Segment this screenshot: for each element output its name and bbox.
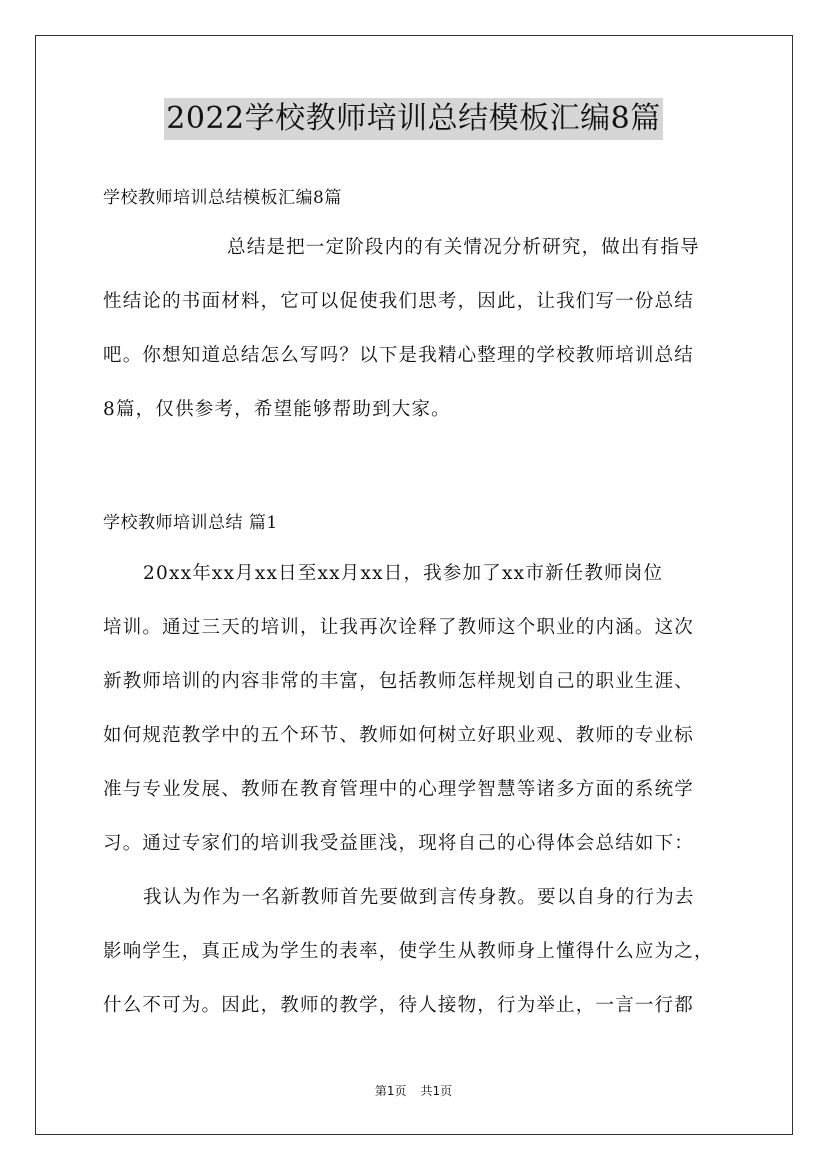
paragraph-line: 如何规范教学中的五个环节、教师如何树立好职业观、教师的专业标 — [103, 725, 695, 746]
title-block — [0, 98, 827, 140]
page-total: 共1页 — [420, 1084, 453, 1098]
page-number: 第1页 — [374, 1084, 407, 1098]
intro-line: 性结论的书面材料，它可以促使我们思考，因此，让我们写一份总结 — [103, 291, 695, 312]
body-paragraph-2 — [103, 871, 733, 1033]
paragraph-line: 准与专业发展、教师在教育管理中的心理学智慧等诸多方面的系统学 — [103, 779, 695, 800]
body-paragraph-1 — [103, 547, 733, 871]
paragraph-line: 我认为作为一名新教师首先要做到言传身教。要以自身的行为去 — [143, 887, 695, 908]
intro-line: 8篇，仅供参考，希望能够帮助到大家。 — [103, 399, 451, 420]
paragraph-line: 习。通过专家们的培训我受益匪浅，现将自己的心得体会总结如下： — [103, 833, 695, 854]
paragraph-line: 什么不可为。因此，教师的教学，待人接物，行为举止，一言一行都 — [103, 995, 695, 1016]
paragraph-line: 20xx年xx月xx日至xx月xx日，我参加了xx市新任教师岗位 — [143, 563, 664, 584]
paragraph-line: 影响学生，真正成为学生的表率，使学生从教师身上懂得什么应为之， — [103, 941, 714, 962]
page-footer — [0, 1082, 827, 1099]
section-heading: 学校教师培训总结 篇1 — [103, 513, 278, 533]
intro-paragraph — [103, 221, 733, 437]
paragraph-line: 培训。通过三天的培训，让我再次诠释了教师这个职业的内涵。这次 — [103, 617, 695, 638]
intro-line: 总结是把一定阶段内的有关情况分析研究，做出有指导 — [227, 237, 700, 258]
document-title: 2022学校教师培训总结模板汇编8篇 — [164, 98, 662, 140]
intro-line: 吧。你想知道总结怎么写吗？以下是我精心整理的学校教师培训总结 — [103, 345, 695, 366]
document-subtitle: 学校教师培训总结模板汇编8篇 — [103, 188, 342, 208]
paragraph-line: 新教师培训的内容非常的丰富，包括教师怎样规划自己的职业生涯、 — [103, 671, 695, 692]
